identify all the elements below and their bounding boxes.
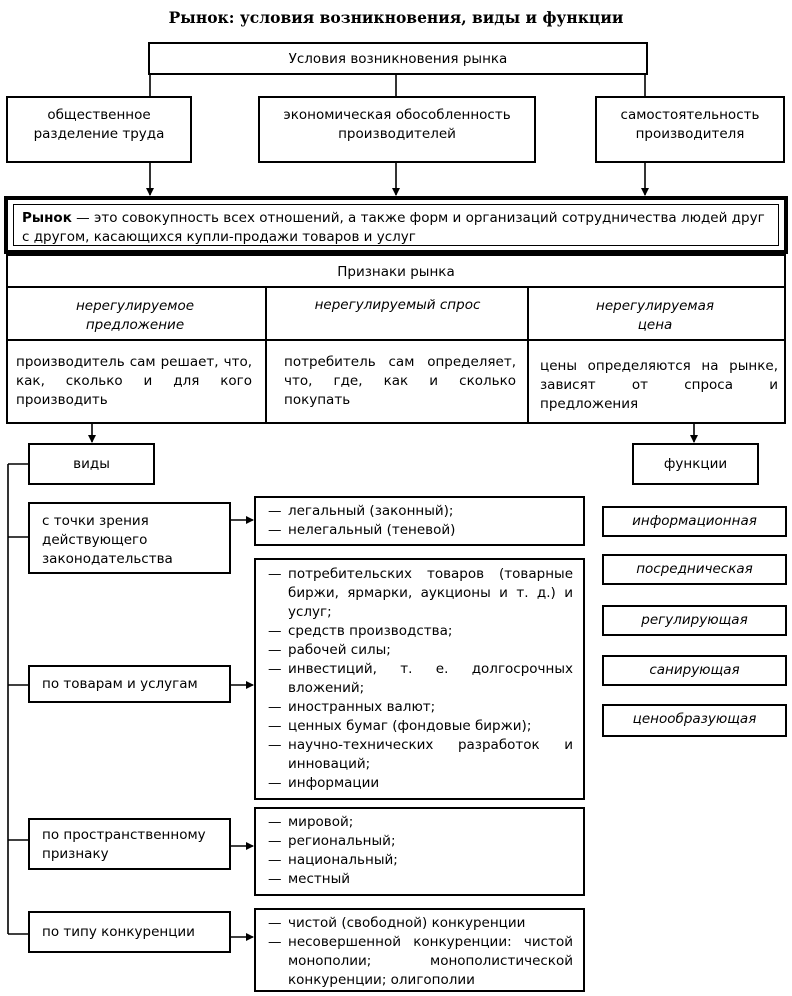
function-box-4 — [602, 655, 787, 686]
function-box-1 — [602, 506, 787, 537]
type-list-3 — [268, 813, 573, 889]
list-item: — национальный; — [268, 852, 398, 868]
list-item: — инвестиций, т. е. долгосрочных вложений; — [268, 661, 573, 696]
functions-header: функции — [663, 456, 728, 472]
type-list-1 — [268, 502, 573, 540]
list-item: — легальный (законный); — [268, 503, 454, 519]
list-item: — мировой; — [268, 814, 354, 830]
function-label-5: ценообразующая — [632, 711, 757, 727]
condition-label-1: общественное разделение труда — [33, 107, 165, 142]
list-item: — местный — [268, 871, 351, 887]
type-group-label-2: по товарам и услугам — [42, 676, 198, 692]
type-list-2 — [268, 565, 573, 793]
type-group-box-2 — [28, 665, 231, 703]
types-header-box — [28, 443, 155, 485]
type-list-box-2 — [254, 558, 585, 800]
type-group-label-1: с точки зрения действующего законодательства — [42, 513, 173, 567]
type-list-4 — [268, 914, 573, 990]
type-list-box-1 — [254, 496, 585, 546]
function-box-5 — [602, 704, 787, 737]
function-label-2: посредническая — [636, 561, 753, 577]
signs-header: Признаки рынка — [337, 264, 455, 280]
function-box-3 — [602, 605, 787, 636]
list-item: — нелегальный (теневой) — [268, 522, 456, 538]
sign-desc-2: потребитель сам определяет, что, где, как и сколько покупать — [284, 354, 516, 408]
type-list-box-3 — [254, 807, 585, 896]
sign-title-2: нерегулируемый спрос — [314, 297, 481, 313]
page-title: Рынок: условия возникновения, виды и функции — [168, 8, 624, 27]
functions-header-box — [632, 443, 759, 485]
condition-label-2: экономическая обособленность производителей — [283, 107, 511, 142]
list-item: — информации — [268, 775, 380, 791]
list-item: — научно-технических разработок и инноваций; — [268, 737, 573, 772]
list-item: — ценных бумаг (фондовые биржи); — [268, 718, 532, 734]
definition-term: Рынок — [22, 210, 72, 226]
type-group-label-3: по пространственному признаку — [42, 827, 206, 862]
conditions-header: Условия возникновения рынка — [288, 51, 508, 67]
condition-label-3: самостоятельность производителя — [620, 107, 760, 142]
types-header: виды — [73, 456, 110, 472]
function-box-2 — [602, 554, 787, 585]
type-list-box-4 — [254, 908, 585, 992]
list-item: — региональный; — [268, 833, 396, 849]
list-item: — средств производства; — [268, 623, 453, 639]
list-item: — потребительских товаров (товарные биржи, ярмарки, аукционы и т. д.) и услуг; — [268, 566, 573, 620]
sign-desc-3: цены определяются на рынке, зависят от спроса и предложения — [540, 358, 778, 412]
list-item: — иностранных валют; — [268, 699, 436, 715]
sign-title-3: нерегулируемая цена — [596, 298, 714, 333]
sign-title-1: нерегулируемое предложение — [75, 298, 195, 333]
definition-body: — это совокупность всех отношений, а также форм и организаций сотрудничества людей друг с другом, касающихся купли-продажи товаров и услуг — [22, 210, 765, 245]
type-group-label-4: по типу конкуренции — [42, 924, 195, 940]
list-item: — чистой (свободной) конкуренции — [268, 915, 526, 931]
type-group-box-4 — [28, 911, 231, 953]
type-group-box-3 — [28, 818, 231, 870]
function-label-3: регулирующая — [641, 612, 748, 628]
sign-desc-1: производитель сам решает, что, как, сколько и для кого производить — [16, 354, 252, 408]
list-item: — рабочей силы; — [268, 642, 391, 658]
function-label-4: санирующая — [649, 662, 740, 678]
list-item: — несовершенной конкуренции: чистой монополии; монополистической конкуренции; олигополии — [268, 934, 573, 988]
type-group-box-1 — [28, 502, 231, 574]
function-label-1: информационная — [632, 513, 757, 529]
